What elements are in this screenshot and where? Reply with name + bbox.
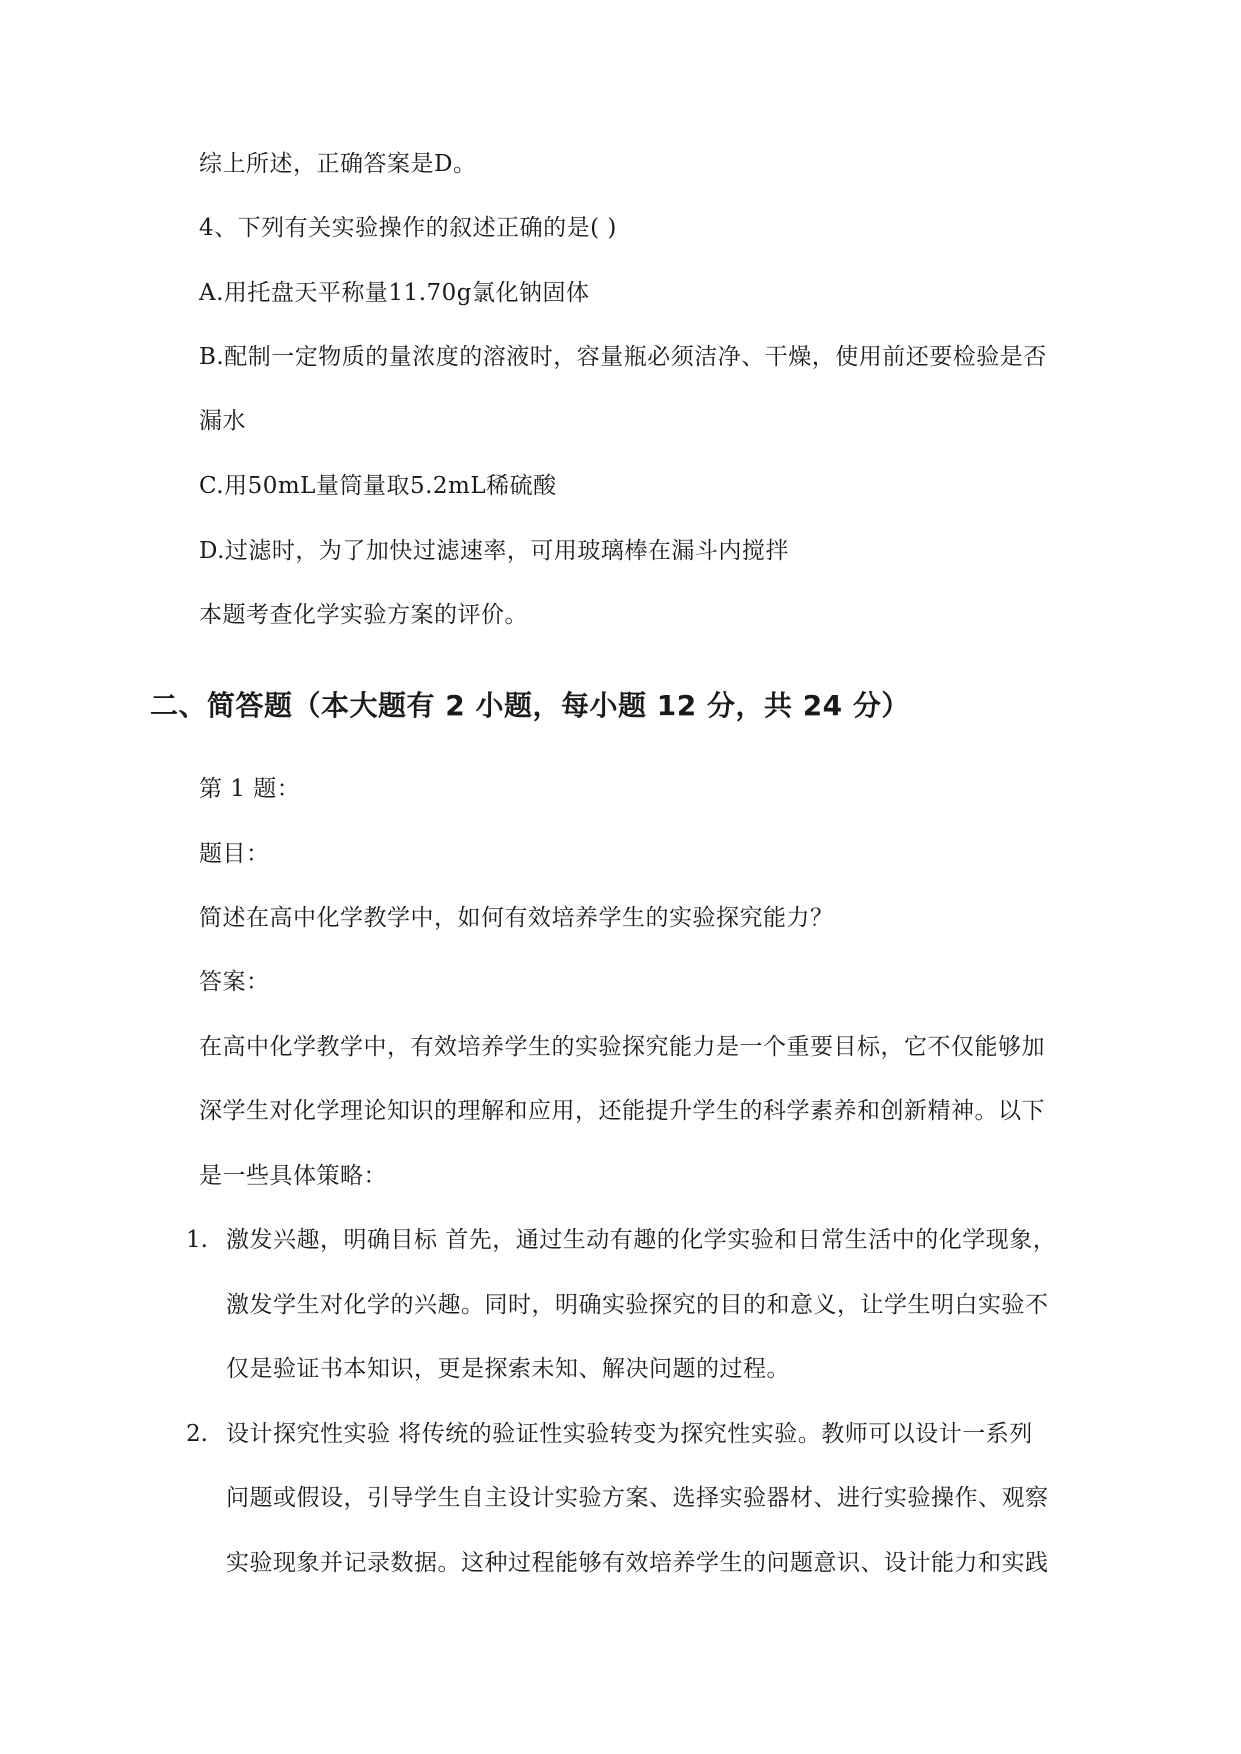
list-item-line: 激发学生对化学的兴趣。同时，明确实验探究的目的和意义，让学生明白实验不: [226, 1292, 1049, 1318]
list-item-line: 实验现象并记录数据。这种过程能够有效培养学生的问题意识、设计能力和实践: [226, 1550, 1049, 1576]
q1-label: 第 1 题：: [199, 776, 301, 802]
answer-label: 答案：: [199, 969, 270, 995]
topic-label: 题目：: [199, 841, 270, 867]
list-item-number: 1.: [186, 1227, 208, 1253]
q3-conclusion: 综上所述，正确答案是D。: [199, 151, 477, 177]
question-text: 简述在高中化学教学中，如何有效培养学生的实验探究能力？: [199, 905, 834, 931]
list-item-line: 设计探究性实验 将传统的验证性实验转变为探究性实验。教师可以设计一系列: [226, 1421, 1033, 1447]
q4-option-d: D.过滤时，为了加快过滤速率，可用玻璃棒在漏斗内搅拌: [199, 538, 789, 564]
section-heading: 二、简答题（本大题有 2 小题，每小题 12 分，共 24 分）: [150, 689, 910, 722]
q4-option-c: C.用50mL量筒量取5.2mL稀硫酸: [199, 473, 557, 499]
answer-intro-line: 深学生对化学理论知识的理解和应用，还能提升学生的科学素养和创新精神。以下: [199, 1098, 1045, 1124]
answer-intro-line: 在高中化学教学中，有效培养学生的实验探究能力是一个重要目标，它不仅能够加: [199, 1034, 1045, 1060]
answer-intro-line: 是一些具体策略：: [199, 1163, 387, 1189]
list-item-line: 问题或假设，引导学生自主设计实验方案、选择实验器材、进行实验操作、观察: [226, 1485, 1049, 1511]
list-item-number: 2.: [186, 1421, 208, 1447]
q4-option-b-line2: 漏水: [199, 408, 246, 434]
q4-note: 本题考查化学实验方案的评价。: [199, 602, 528, 628]
list-item-line: 仅是验证书本知识，更是探索未知、解决问题的过程。: [226, 1356, 790, 1382]
q4-option-b-line1: B.配制一定物质的量浓度的溶液时，容量瓶必须洁净、干燥，使用前还要检验是否: [199, 344, 1047, 370]
q4-stem: 4、下列有关实验操作的叙述正确的是( ): [199, 215, 617, 241]
q4-option-a: A.用托盘天平称量11.70g氯化钠固体: [199, 280, 590, 306]
list-item-line: 激发兴趣，明确目标 首先，通过生动有趣的化学实验和日常生活中的化学现象，: [226, 1227, 1057, 1253]
